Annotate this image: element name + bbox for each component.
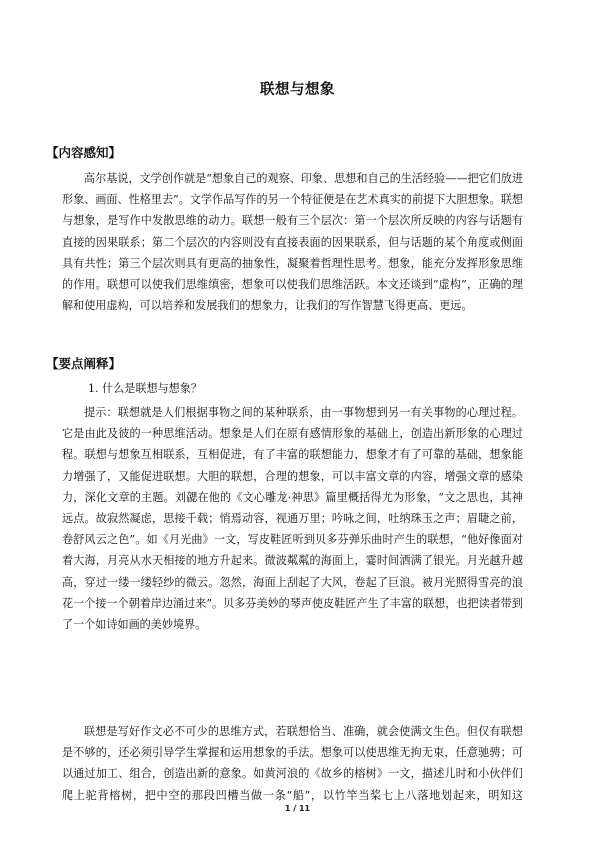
question-label: 1. 什么是联想与想象？ xyxy=(88,382,202,395)
paragraph-key-points-hint: 提示：联想就是人们根据事物之间的某种联系，由一事物想到另一有关事物的心理过程。它是由此及彼的一种思维活动。想象是人们在原有感情形象的基础上，创造出新形象的心理过程。联想与想象互相联系，互相促进，有了丰富的联想能力，想象才有了可靠的基础，想象能力增强了，又能促进联想。大胆的联想，合理的想象，可以丰富文章的内容，增强文章的感染力，深化文章的主题。刘勰在他的《文心雕龙·神思》篇里概括得尤为形象，“文之思也，其神远点。故寂然凝虑，思接千载；悄焉动容，视通万里；吟咏之间，吐纳珠玉之声；眉睫之前，卷舒风云之色”。如《月光曲》一文，写皮鞋匠听到贝多芬弹乐曲时产生的联想，“他好像面对着大海，月亮从水天相接的地方升起来。微波粼粼的海面上，霎时间洒满了银光。月光越升越高，穿过一缕一缕轻纱的微云。忽然，海面上刮起了大风，卷起了巨浪。被月光照得雪亮的浪花一个接一个朝着岸边涌过来”。贝多芬美妙的琴声使皮鞋匠产生了丰富的联想，也把读者带到了一个如诗如画的美妙境界。 xyxy=(62,406,523,632)
section-heading-content-perception: 【内容感知】 xyxy=(46,145,122,160)
page-title: 联想与想象 xyxy=(260,81,335,98)
page-number: 1 / 11 xyxy=(284,804,311,813)
section-heading-key-points: 【要点阐释】 xyxy=(46,356,122,371)
paragraph-key-points-imagination: 联想是写好作文必不可少的思维方式，若联想恰当、准确，就会使满文生色。但仅有联想是不够的，还必须引导学生掌握和运用想象的手法。想象可以使思维无拘无束，任意驰骋；可以通过加工、组合，创造出新的意象。如黄河浪的《故乡的榕树》一文，描述儿时和小伙伴们爬上驼背榕树，把中空的那段凹槽当做一条“船”，以竹竿当桨七上八落地划起来，明知这 xyxy=(62,725,523,802)
paragraph-content-perception: 高尔基说，文学创作就是“想象自己的观察、印象、思想和自己的生活经验——把它们放进形象、画面、性格里去”。文学作品写作的另一个特征便是在艺术真实的前提下大胆想象。联想与想象，是写作中发散思维的动力。联想一般有三个层次：第一个层次所反映的内容与话题有直接的因果联系；第二个层次的内容则没有直接表面的因果联系，但与话题的某个角度或侧面具有共性；第三个层次则具有更高的抽象性，凝聚着哲理性思考。想象，能充分发挥形象思维的作用。联想可以使我们思维缜密，想象可以使我们思维活跃。本文还谈到“虚构”，正确的理解和使用虚构，可以培养和发展我们的想象力，让我们的写作智慧飞得更高、更远。 xyxy=(62,172,523,313)
